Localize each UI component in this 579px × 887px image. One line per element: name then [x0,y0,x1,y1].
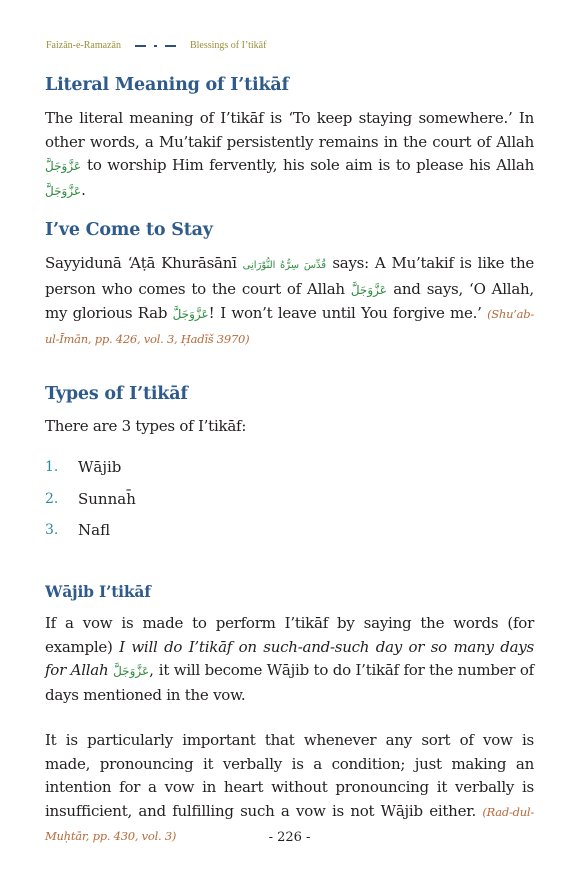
types-list [45,456,136,551]
honorific-saint: قُدِّسَ سِرُّهُ النُّوْرَانِى [242,260,327,271]
heading-types: Types of I’tikāf [45,384,188,404]
honorific-allah: عَزَّوَجَلَّ [113,664,150,678]
list-item: 3. Nafl [45,521,111,539]
reference-rad-dul-muhtar: (Rad-dul-Muḥtār, pp. 430, vol. 3) [45,804,534,843]
paragraph-wajib-2: It is particularly important that whenever any sort of vow is made, pronouncing it verbally is a condition; just making an intention for a vow in heart without pronouncing it verbally is insufficient, and fulfilling such a vow is not Wājib either. (Rad-dul-Muḥtār, pp. 430, vol. 3) [45,731,534,843]
reference-shuab: (Shu’ab-ul-Īmān, pp. 426, vol. 3, Ḥadīš 3970) [45,307,534,346]
list-item: 1. Wājib [45,458,122,476]
running-header [46,40,266,51]
page-number: - 226 - [268,830,311,845]
heading-come-to-stay: I’ve Come to Stay [45,220,213,240]
chapter-title: Blessings of I’tikāf [189,40,267,51]
list-item: 2. Sunnah̄ [45,489,136,508]
honorific-allah: عَزَّوَجَلَّ [45,183,82,198]
heading-literal-meaning: Literal Meaning of I’tikāf [45,75,289,95]
honorific-allah: عَزَّوَجَلَّ [45,159,82,173]
paragraph-wajib-1: If a vow is made to perform I’tikāf by saying the words (for example) I will do I’tikāf on such-and-such day or so many days for Allah عَزَّوَجَلَّ, it will become Wājib to do I’tikāf for the number of days mentioned in the vow. [45,614,534,704]
heading-wajib: Wājib I’tikāf [45,582,151,601]
paragraph-literal-meaning: The literal meaning of I’tikāf is ‘To keep staying somewhere.’ In other words, a Mu’takif persistently remains in the court of Allah عَزَّوَجَلَّ to worship Him fervently, his sole aim is to please his Allah عَزَّوَجَلَّ. [45,109,534,199]
book-title: Faizān-e-Ramazān [46,40,121,51]
honorific-allah: عَزَّوَجَلَّ [350,282,387,297]
honorific-allah: عَزَّوَجَلَّ [172,307,209,321]
header-separator [131,45,180,47]
paragraph-come-to-stay: Sayyidunā ‘Aṭā Khurāsānī قُدِّسَ سِرُّهُ النُّوْرَانِى says: A Mu’takif is like the person who comes to the court of Allah عَزَّوَجَلَّ and says, ‘O Allah, my glorious Rab عَزَّوَجَلَّ! I won’t leave until You forgive me.’ (Shu’ab-ul-Īmān, pp. 426, vol. 3, Ḥadīš 3970) [45,254,534,346]
types-intro: There are 3 types of I’tikāf: [45,417,247,435]
